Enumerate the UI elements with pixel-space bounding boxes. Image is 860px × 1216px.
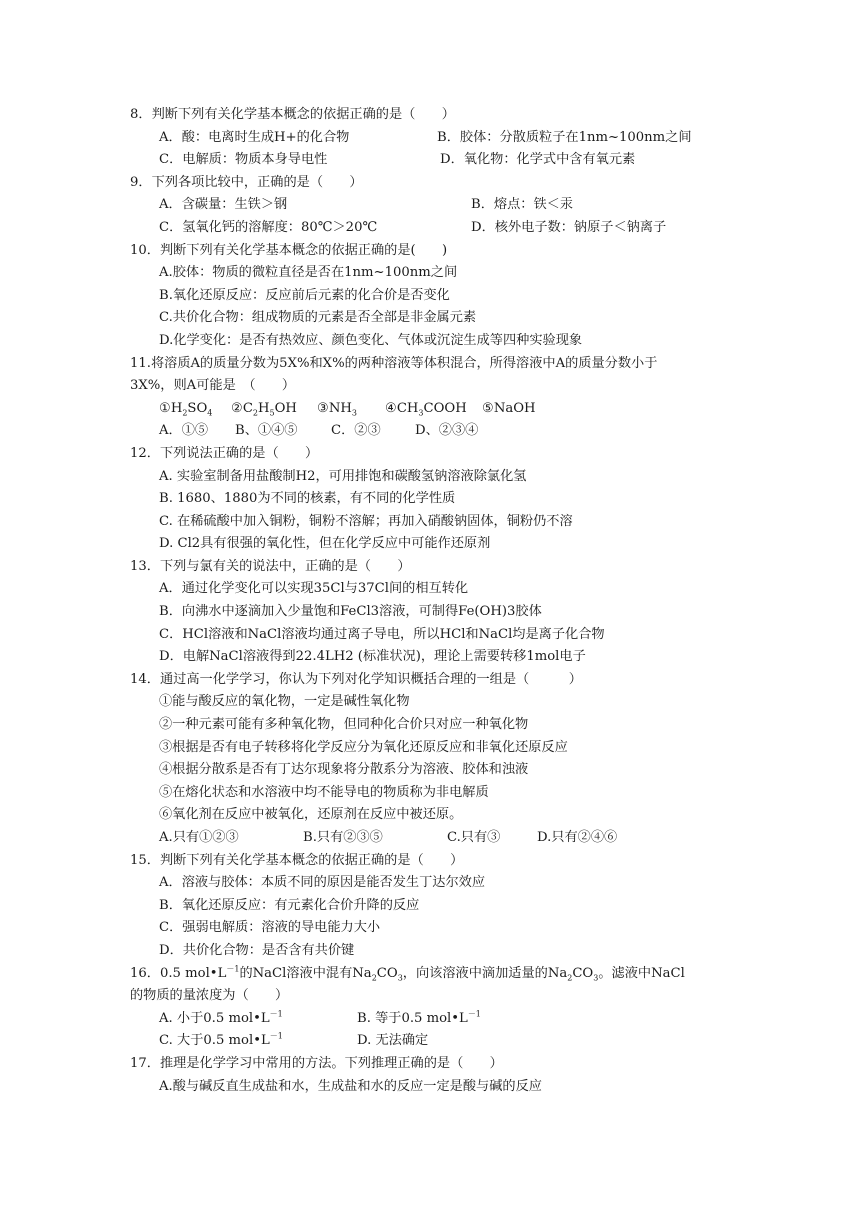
question-11-options xyxy=(130,420,750,443)
question-8-options-ab xyxy=(130,127,750,150)
option-a: A．溶液与胶体：本质不同的原因是能否发生丁达尔效应 xyxy=(159,875,486,891)
option-b: B.氧化还原反应：反应前后元素的化合价是否变化 xyxy=(159,287,450,303)
statement-2: ②一种元素可能有多种氧化物，但同种化合价只对应一种氧化物 xyxy=(159,717,529,733)
option-b: B．向沸水中逐滴加入少量饱和FeCl3溶液，可制得Fe(OH)3胶体 xyxy=(159,604,542,620)
question-12-stem: 12．下列说法正确的是（ ） xyxy=(130,445,319,461)
question-13-stem: 13．下列与氯有关的说法中，正确的是（ ） xyxy=(130,558,411,574)
option-d: D．电解NaCl溶液得到22.4LH2 (标准状况)，理论上需要转移1mol电子 xyxy=(159,649,586,665)
item-3: $③NH_3$ xyxy=(317,400,357,418)
option-b: B．胶体：分散质粒子在1nm~100nm之间 xyxy=(437,129,692,145)
option-c: C.共价化合物：组成物质的元素是否全部是非金属元素 xyxy=(159,310,477,326)
option-a: A.只有①②③ xyxy=(159,830,239,845)
statement-4: ④根据分散系是否有丁达尔现象将分散系分为溶液、胶体和浊液 xyxy=(159,762,529,778)
option-c: C．HCl溶液和NaCl溶液均通过离子导电，所以HCl和NaCl均是离子化合物 xyxy=(159,626,605,642)
option-a: A.酸与碱反直生成盐和水，生成盐和水的反应一定是酸与碱的反应 xyxy=(159,1078,542,1094)
option-d: D、②③④ xyxy=(415,423,479,439)
option-d: D．共价化合物：是否含有共价键 xyxy=(159,942,355,958)
option-a: A．酸：电离时生成H+的化合物 xyxy=(159,129,350,145)
question-list xyxy=(130,104,750,1098)
question-15-stem: 15．判断下列有关化学基本概念的依据正确的是（ ） xyxy=(130,852,464,868)
statement-5: ⑤在熔化状态和水溶液中均不能导电的物质称为非电解质 xyxy=(159,784,489,800)
item-1: $①H_2SO_4$ xyxy=(159,400,213,418)
option-d: D．氧化物：化学式中含有氧元素 xyxy=(440,152,636,168)
question-14-stem: 14．通过高一化学学习，你认为下列对化学知识概括合理的一组是（ ） xyxy=(130,671,582,687)
question-16-stem-cont: 的物质的量浓度为（ ） xyxy=(130,988,289,1004)
option-c: C. 大于0.5 $mol•L^{-1}$ xyxy=(159,1031,283,1049)
option-b: B. 等于0.5 $mol•L^{-1}$ xyxy=(357,1009,481,1026)
question-14-options xyxy=(130,827,750,850)
option-c: C.只有③ xyxy=(447,830,501,845)
question-11-items xyxy=(130,398,750,421)
statement-1: ①能与酸反应的氧化物，一定是碱性氧化物 xyxy=(159,694,410,710)
option-b: B. 1680、1880为不同的核素，有不同的化学性质 xyxy=(159,491,456,507)
statement-6: ⑥氧化剂在反应中被氧化，还原剂在反应中被还原。 xyxy=(159,807,463,823)
question-11-stem-cont: 3X%，则A可能是 （ ） xyxy=(130,378,296,394)
option-b: B．氧化还原反应：有元素化合价升降的反应 xyxy=(159,897,420,913)
option-c: C. 在稀硫酸中加入铜粉，铜粉不溶解；再加入硝酸钠固体，铜粉仍不溶 xyxy=(159,513,573,529)
question-9-options-ab xyxy=(130,194,750,217)
question-9-stem: 9．下列各项比较中，正确的是（ ） xyxy=(130,174,363,190)
item-2: $②C_2H_5OH$ xyxy=(231,400,297,418)
item-5: ⑤NaOH xyxy=(482,400,536,416)
option-a: A. 小于0.5 $mol•L^{-1}$ xyxy=(159,1009,283,1026)
question-16-options-ab xyxy=(130,1008,750,1031)
option-b: B．熔点：铁＜汞 xyxy=(471,197,574,213)
option-a: A．①⑤ xyxy=(159,423,209,439)
option-a: A. 实验室制备用盐酸制H2，可用排饱和碳酸氢钠溶液除氯化氢 xyxy=(159,468,527,484)
option-b: B.只有②③⑤ xyxy=(303,830,383,845)
option-d: D. Cl2具有很强的氧化性，但在化学反应中可能作还原剂 xyxy=(159,536,491,552)
question-16-stem: 16．0.5 $mol•L^{-1}$的NaCl溶液中混有$Na_2CO_3$，向该溶液中滴加适量的$Na_2CO_3$。滤液中NaCl xyxy=(130,964,685,983)
question-8-stem: 8．判断下列有关化学基本概念的依据正确的是（ ） xyxy=(130,107,455,122)
option-d: D. 无法确定 xyxy=(357,1033,429,1049)
option-b: B、①④⑤ xyxy=(235,423,298,439)
question-10-stem: 10．判断下列有关化学基本概念的依据正确的是( ) xyxy=(130,242,448,258)
option-c: C．②③ xyxy=(331,423,381,439)
question-8-options-cd xyxy=(130,149,750,172)
option-d: D.化学变化：是否有热效应、颜色变化、气体或沉淀生成等四种实验现象 xyxy=(159,332,583,348)
statement-3: ③根据是否有电子转移将化学反应分为氧化还原反应和非氧化还原反应 xyxy=(159,739,568,755)
question-16-options-cd xyxy=(130,1030,750,1053)
option-c: C．强弱电解质：溶液的导电能力大小 xyxy=(159,920,381,936)
question-17-stem: 17．推理是化学学习中常用的方法。下列推理正确的是（ ） xyxy=(130,1055,503,1071)
question-9-options-cd xyxy=(130,217,750,240)
option-d: D.只有②④⑥ xyxy=(537,830,618,845)
option-c: C．电解质：物质本身导电性 xyxy=(159,152,328,168)
option-a: A．含碳量：生铁＞钢 xyxy=(159,197,288,213)
option-d: D．核外电子数：钠原子＜钠离子 xyxy=(471,219,667,235)
item-4: $④CH_3COOH$ xyxy=(385,400,467,418)
option-a: A.胶体：物质的微粒直径是否在1nm~100nm之间 xyxy=(159,265,458,281)
question-11-stem: 11.将溶质A的质量分数为5X%和X%的两种溶液等体积混合，所得溶液中A的质量分数小于 xyxy=(130,355,658,371)
option-a: A．通过化学变化可以实现35Cl与37Cl间的相互转化 xyxy=(159,581,469,597)
option-c: C．氢氧化钙的溶解度：80℃＞20℃ xyxy=(159,219,378,235)
